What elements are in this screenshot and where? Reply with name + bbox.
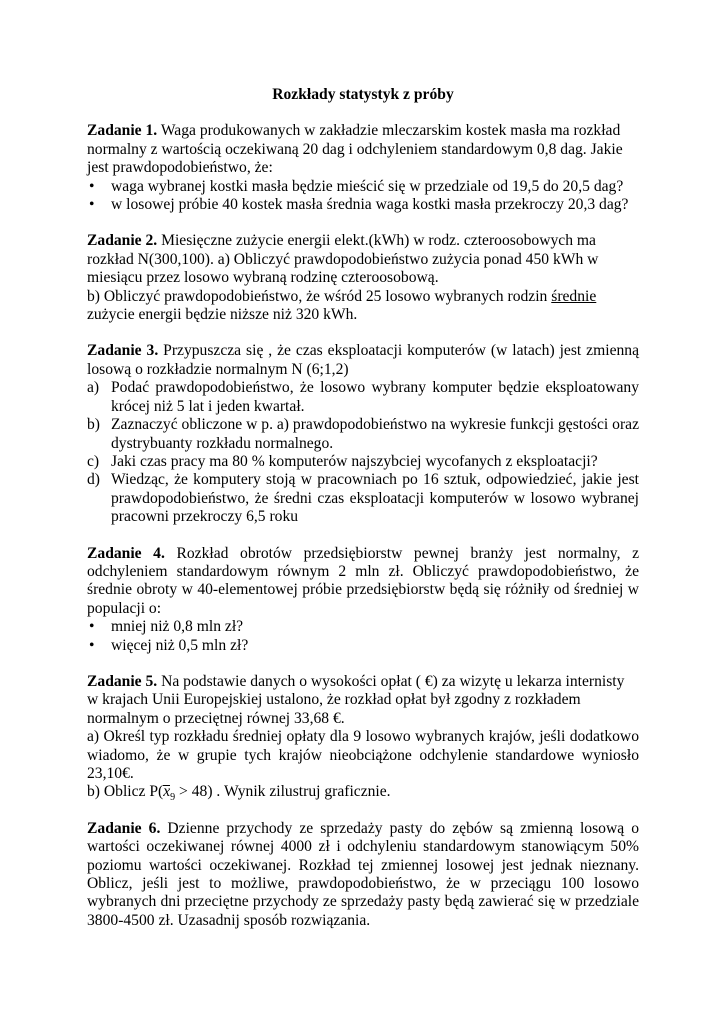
task-2-part-b: [87, 288, 639, 325]
item-text: Podać prawdopodobieństwo, że losowo wybrany komputer będzie eksploatowany krócej niż 5 lat i jeden kwartał.: [111, 379, 639, 415]
task-5-part-b: [87, 783, 639, 804]
task-2-intro: [87, 232, 639, 287]
task-1-text: Waga produkowanych w zakładzie mleczarskim kostek masła ma rozkład normalny z wartością oczekiwaną 20 dag i odchyleniem standardowym 0,8 dag. Jakie jest prawdopodobieństwo, że:: [87, 122, 623, 177]
task-6-text: Dzienne przychody ze sprzedaży pasty do zębów są zmienną losową o wartości oczekiwanej równej 4000 zł i odchyleniu standardowym stanowiącym 50% poziomu wartości oczekiwanej. Rozkład tej zmiennej losowej jest jednak nieznany. Oblicz, jeśli jest to możliwe, prawdopodobieństwo, że w przeciągu 100 losowo wybranych dni przeciętne przychody ze sprzedaży pasty będą zawierać się w przedziale 3800-4500 zł. Uzasadnij sposób rozwiązania.: [87, 819, 639, 929]
task-4-intro: [87, 545, 639, 619]
task-5-part-a: a) Określ typ rozkładu średniej opłaty dla 9 losowo wybranych krajów, jeśli dodatkowo wiadomo, że w grupie tych krajów nieobciążone odchylenie standardowe wyniosło 23,10€.: [87, 728, 639, 782]
page-title: Rozkłady statystyk z próby: [272, 86, 454, 103]
task-2-text: Miesięczne zużycie energii elekt.(kWh) w rodz. czteroosobowych ma rozkład N(300,100). a) Obliczyć prawdopodobieństwo zużycia ponad 450 kWh w miesiącu przez losowo wybraną rodzinę czteroosobową.: [87, 232, 599, 287]
formula-subscript: 9: [170, 792, 176, 804]
task-5-b-post: . Wynik zilustruj graficznie.: [212, 783, 391, 801]
task-3-label: Zadanie 3.: [87, 342, 159, 360]
list-item: • więcej niż 0,5 mln zł?: [87, 637, 639, 655]
list-item: • mniej niż 0,8 mln zł?: [87, 618, 639, 636]
list-item: • w losowej próbie 40 kostek masła średnia waga kostki masła przekroczy 20,3 dag?: [87, 196, 639, 214]
task-1-intro: [87, 122, 639, 177]
task-5: [87, 673, 639, 802]
task-3: [87, 342, 639, 526]
list-item: • waga wybranej kostki masła będzie mieścić się w przedziale od 19,5 do 20,5 dag?: [87, 178, 639, 196]
task-5-intro: [87, 673, 639, 728]
item-text: Wiedząc, że komputery stoją w pracowniach po 16 sztuk, odpowiedzieć, jakie jest prawdopodobieństwo, że średni czas eksploatacji komputerów w losowo wybranej pracowni przekroczy 6,5 roku: [111, 471, 639, 526]
item-text: Jaki czas pracy ma 80 % komputerów najszybciej wycofanych z eksploatacji?: [111, 452, 598, 470]
task-4-bullets: [87, 618, 639, 655]
task-2-b-post: zużycie energii będzie niższe niż 320 kWh.: [87, 306, 358, 324]
task-1-label: Zadanie 1.: [87, 122, 158, 140]
formula-relation: > 48): [175, 783, 213, 801]
item-text: Zaznaczyć obliczone w p. a) prawdopodobieństwo na wykresie funkcji gęstości oraz dystrybuanty rozkładu normalnego.: [111, 416, 639, 452]
task-5-label: Zadanie 5.: [87, 672, 158, 690]
task-5-b-pre: b) Oblicz P(: [87, 783, 164, 801]
task-2-b-underlined: średnie: [551, 287, 597, 305]
list-item: [87, 453, 639, 471]
task-4-text: Rozkład obrotów przedsiębiorstw pewnej branży jest normalny, z odchyleniem standardowym równym 2 mln zł. Obliczyć prawdopodobieństwo, że średnie obroty w 40-elementowej próbie przedsiębiorstw będą się różniły od średniej w populacji o:: [87, 544, 639, 617]
document-content: [87, 86, 639, 948]
formula-xbar: x: [163, 783, 171, 801]
list-item: [87, 416, 639, 453]
list-item: [87, 379, 639, 416]
task-4: [87, 545, 639, 655]
task-6-intro: [87, 820, 639, 930]
task-6-label: Zadanie 6.: [87, 819, 161, 837]
task-4-label: Zadanie 4.: [87, 544, 165, 562]
item-marker: d): [87, 471, 100, 489]
task-3-items: [87, 379, 639, 526]
task-2-b-pre: b) Obliczyć prawdopodobieństwo, że wśród 25 losowo wybranych rodzin: [87, 287, 552, 305]
task-5-text: Na podstawie danych o wysokości opłat ( €) za wizytę u lekarza internisty w krajach Unii Europejskiej ustalono, że rozkład opłat był zgodny z rozkładem normalnym o przeciętnej równej 33,68 €.: [87, 672, 625, 727]
formula-mean: [163, 783, 213, 804]
task-1-bullets: [87, 178, 639, 215]
task-1: [87, 122, 639, 214]
list-item: [87, 471, 639, 526]
item-marker: c): [87, 452, 100, 470]
task-6: [87, 820, 639, 930]
task-2: [87, 232, 639, 324]
task-3-text: Przypuszcza się , że czas eksploatacji komputerów (w latach) jest zmienną losową o rozkładzie normalnym N (6;1,2): [87, 342, 640, 378]
task-3-intro: [87, 342, 639, 379]
item-marker: a): [87, 379, 100, 397]
item-marker: b): [87, 416, 100, 434]
task-2-label: Zadanie 2.: [87, 232, 158, 250]
